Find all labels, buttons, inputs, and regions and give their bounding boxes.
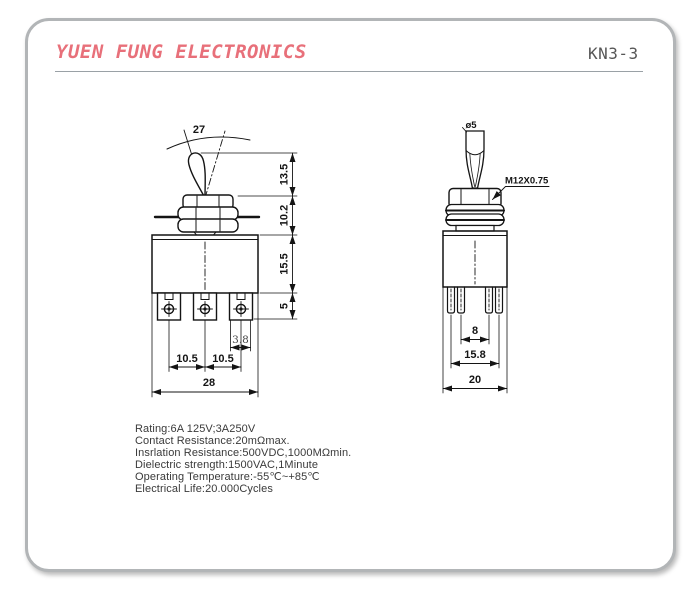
specifications (135, 424, 351, 495)
angle-label: 27 (192, 124, 206, 136)
spec-line-electrical-life: Electrical Life:20.000Cycles (135, 482, 273, 495)
dim-label-bushing-height: 10.2 (278, 204, 291, 227)
dim-label-pitch-right: 10.5 (212, 353, 234, 365)
dim-label-pin-outer-pitch: 15.8 (464, 349, 486, 361)
spec-line-operating-temperature: Operating Temperature:-55℃~+85℃ (135, 470, 320, 483)
front-body (152, 235, 258, 293)
spec-line-dielectric-strength: Dielectric strength:1500VAC,1Minute (135, 458, 319, 471)
model-number: KN3-3 (588, 44, 639, 63)
dim-label-body-width: 28 (202, 377, 216, 389)
lever-diameter-label: ø5 (465, 120, 477, 131)
side-body (443, 231, 507, 287)
dim-label-body-height: 15.5 (278, 253, 291, 275)
side-bushing (446, 189, 504, 232)
spec-line-insulation-resistance: Insrlation Resistance:500VDC,1000MΩmin. (135, 446, 352, 459)
side-view-drawing (443, 120, 549, 393)
dim-label-terminal-height: 5 (278, 302, 291, 310)
spec-line-contact-resistance: Contact Resistance:20mΩmax. (135, 434, 290, 447)
front-bushing-nuts (178, 195, 238, 235)
front-view-drawing (152, 124, 297, 397)
side-pins (448, 287, 503, 313)
front-lever (187, 151, 213, 200)
front-terminals (158, 293, 253, 320)
dim-label-lever-height: 13.5 (278, 163, 291, 186)
dim-label-pin-inner-pitch: 8 (471, 325, 479, 337)
company-title: YUEN FUNG ELECTRONICS (56, 41, 307, 63)
dim-label-pitch-left: 10.5 (176, 353, 198, 365)
dim-label-terminal-width: 3.8 (232, 334, 249, 346)
thread-label: M12X0.75 (505, 175, 549, 187)
dim-label-body-depth: 20 (468, 374, 482, 386)
spec-line-rating: Rating:6A 125V;3A250V (135, 423, 256, 435)
